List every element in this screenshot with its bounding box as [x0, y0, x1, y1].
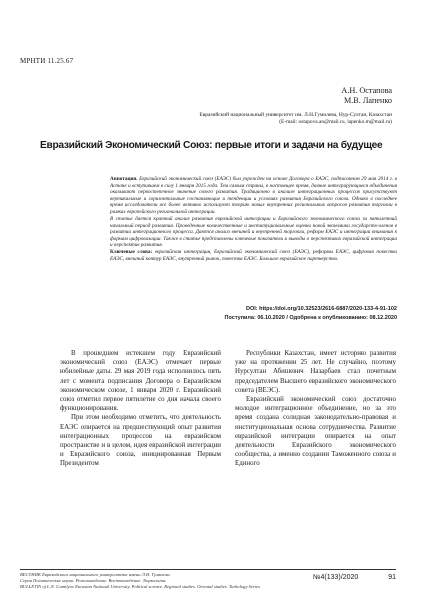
affiliation-line: Евразийский национальный университет им. Л.Н.Гумилева, Нур-Султан, Казахстан	[199, 112, 392, 118]
submission-dates: Поступила: 06.10.2020 / Одобрена к опубликованию: 08.12.2020	[224, 315, 397, 321]
abstract-p1	[110, 176, 397, 216]
keywords-label: Ключевые слова:	[110, 249, 153, 256]
abstract-text-1: Евразийский экономический союз (ЕАЭС) был учрежден на основе Договора о ЕАЭС, подписанном 29 мая 2014 г. в Астане и вступившем в силу 1 января 2015 года. Тем самым страны, в настоящее время, давние интегрирующиеся объединения оказывают первостепенное значение своего развития. Традиционно в анализе интеграционных процессов присутствуют вертикальные и горизонтальные составляющие и тенденции и условиях развития Евразийского союза. Однако в последнее время исследователи все более активно используют теорию новых внутренних региональных вопросов развития торговли в рамках европейского региональной интеграции.	[110, 176, 398, 215]
footer-line-2: Серия Политические науки. Регионоведение. Востоковедение. Тюркология.	[20, 577, 167, 583]
author-2: М.В. Лапенко	[343, 96, 392, 105]
footer-divider	[20, 569, 396, 570]
author-1: А.Н. Остапова	[341, 86, 392, 95]
keywords-text: евразийская интеграция, Евразийский экономический союз (ЕАЭС), реформы ЕАЭС, цифровая повестка ЕАЭС, внешний контур ЕАЭС, внутренний рынок, повестка ЕАЭС. Большое евразийское партнерство.	[110, 249, 397, 262]
abstract-p2	[110, 216, 397, 249]
keywords	[110, 249, 397, 262]
body-columns	[60, 349, 396, 469]
paragraph: В прошедшем истекшем году Евразийский экономический союз (ЕАЭС) отмечает первые юбилейные даты. 29 мая 2019 года исполнилось пять лет с момента подписания Договора о Евразийском экономическом союзе, 1 января 2020 г. Евразийский союз отметил первое пятилетие со дня начала своего функционирования.	[60, 350, 221, 413]
footer-line-3: BULLETIN of L.N. Gumilyov Eurasian National University. Political science. Regional studies. Oriental studies. Turkology Series	[20, 583, 260, 589]
abstract-label: Аннотация.	[110, 176, 138, 182]
footer-line-1: ВЕСТНИК Евразийского национального университета имени Л.Н. Гумилева.	[20, 572, 171, 577]
article-title: Евразийский Экономический Союз: первые итоги и задачи на будущее	[40, 140, 383, 151]
issue-number: №4(133)/2020	[313, 574, 359, 581]
paragraph: При этом необходимо отметить, что деятельность ЕАЭС опирается на предшествующий опыт развития интеграционных процессов на евразийском пространстве и в целом, идея евразийской интеграции и Евразийского союза, инициированная Первым Президентом	[60, 414, 221, 468]
paragraph: Евразийский экономический союз достаточно молодое интеграционное объединение, но за это время создана солидная законодательно-правовая и институциональная основа сотрудничества. Развитие евразийской интеграции опирается на опыт деятельности Евразийского экономического сообщества, а именно создании Таможенного союза и Единого	[235, 396, 396, 468]
page-number: 91	[388, 574, 396, 581]
doi-link[interactable]: DOI: https://doi.org/10.32523/2616-6887/2020-133-4-91-102	[245, 306, 397, 312]
paragraph: Республики Казахстан, имеет историю развития уже на протяжении 25 лет. Не случайно, поэтому Нурсултан Абишевич Назарбаев стал почетным председателем Высшего евразийского экономического совета (ВЕЭС).	[235, 350, 396, 394]
column-right	[235, 349, 396, 469]
abstract-text-2: В статье дается краткий анализ развития евразийской интеграции и Евразийского экономического союза за пятилетний начальный период развития. Проведенные количественные и институциональные оценки новой экономики государств-членов в развитии интеграционного процесса. Даются анализ внешней и внутренней торговли, реформ ЕАЭС и интеграции внимания к формам цифровизации. Также в статье представлены ключевые показатели и выводы о перспективах евразийской интеграции и перспектив развития.	[110, 215, 397, 249]
journal-footer	[20, 572, 290, 589]
udc-code: МРНТИ 11.25.67	[20, 57, 74, 65]
abstract	[110, 176, 397, 263]
column-left	[60, 349, 221, 469]
affiliation	[40, 112, 392, 126]
affiliation-email: (E-mail: ostapova.an@mail.ru, lapenko.m@mail.ru)	[279, 119, 392, 125]
